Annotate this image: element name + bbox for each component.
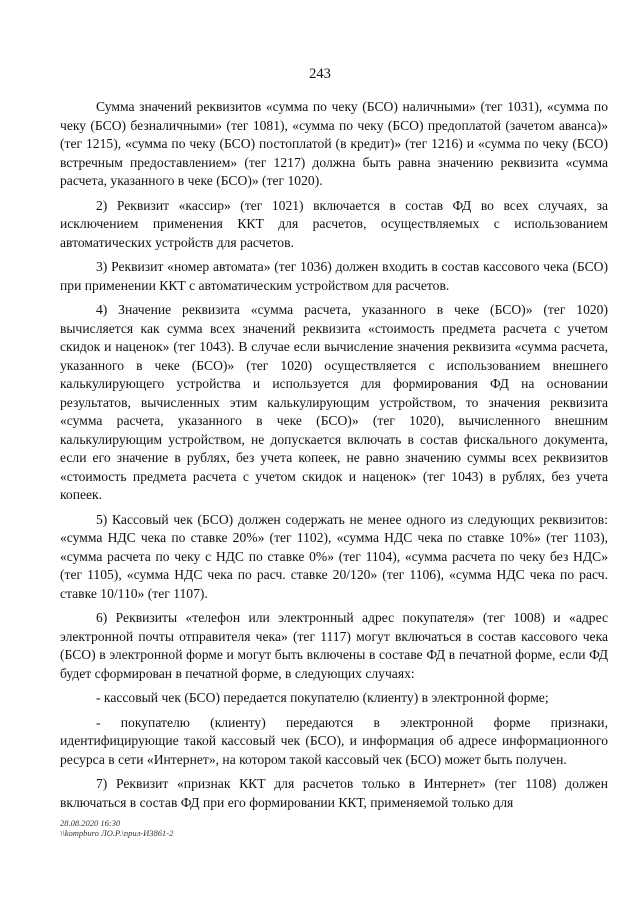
paragraph-item-5-vat: 5) Кассовый чек (БСО) должен содержать не менее одного из следующих реквизитов: «сумма НДС чека по ставке 20%» (тег 1102), «сумма НДС чека по ставке 10%» (тег 1103), «сумма расчета по чеку с НДС по ставке 0%» (тег 1104), «сумма расчета по чеку без НДС» (тег 1105), «сумма НДС чека по расч. ставке 20/120» (тег 1106), «сумма НДС чека по расч. ставке 10/110» (тег 1107). <box>60 511 608 601</box>
page-number: 243 <box>309 66 331 82</box>
footer-stamp <box>60 818 173 838</box>
paragraph-item-4-calculation-sum: 4) Значение реквизита «сумма расчета, указанного в чеке (БСО)» (тег 1020) вычисляется как сумма всех значений реквизита «стоимость предмета расчета с учетом скидок и наценок» (тег 1043). В случае если вычисление значения реквизита «сумма расчета, указанного в чеке (БСО)» (тег 1020) осуществляется с использованием внешнего калькулирующего устройства и используется для формирования ФД на основании результатов, вычисленных этим калькулирующим устройством, то значения реквизита «сумма расчета, указанного в чеке (БСО)» (тег 1020), вычисленного внешним калькулирующим устройством, не допускается включать в состав фискального документа, если его значение в рублях, без учета копеек, не равно значению суммы всех реквизитов «стоимость предмета расчета с учетом скидок и наценок» (тег 1043) в рублях, без учета копеек. <box>60 302 608 502</box>
footer-document-reference: \\kompburo ЛО.Р.\прил-И3861-2 <box>60 828 174 838</box>
paragraph-sum-requisites: Сумма значений реквизитов «сумма по чеку (БСО) наличными» (тег 1031), «сумма по чеку (БСО) безналичными» (тег 1081), «сумма по чеку (БСО) предоплатой (зачетом аванса)» (тег 1215), «сумма по чеку (БСО) постоплатой (в кредит)» (тег 1216) и «сумма по чеку (БСО) встречным предоставлением» (тег 1217) должна быть равна значению реквизита «сумма расчета, указанного в чеке (БСО)» (тег 1020). <box>60 99 608 188</box>
paragraph-list-item-electronic-form: - кассовый чек (БСО) передается покупателю (клиенту) в электронной форме; <box>96 690 549 705</box>
footer-timestamp: 28.08.2020 16:30 <box>60 818 121 828</box>
paragraph-list-item-identifying-attributes: - покупателю (клиенту) передаются в электронной форме признаки, идентифицирующие такой кассовый чек (БСО), и информация об адресе информационного ресурса в сети «Интернет», на котором такой кассовый чек (БСО) может быть получен. <box>60 714 608 767</box>
paragraph-item-2-cashier: 2) Реквизит «кассир» (тег 1021) включается в состав ФД во всех случаях, за исключением применения ККТ для расчетов, осуществляемых с использованием автоматических устройств для расчетов. <box>60 197 608 250</box>
paragraph-item-6-buyer-contact: 6) Реквизиты «телефон или электронный адрес покупателя» (тег 1008) и «адрес электронной почты отправителя чека» (тег 1117) могут включаться в состав кассового чека (БСО) в электронной форме и могут быть включены в составе ФД в печатной форме, если ФД будет сформирован в печатной форме, в следующих случаях: <box>60 610 608 681</box>
paragraph-item-3-machine-number: 3) Реквизит «номер автомата» (тег 1036) должен входить в состав кассового чека (БСО) при применении ККТ с автоматическим устройством для расчетов. <box>60 259 608 293</box>
paragraph-item-7-internet-only: 7) Реквизит «признак ККТ для расчетов только в Интернет» (тег 1108) должен включаться в состав ФД при его формировании ККТ, применяемой только для <box>60 776 608 810</box>
document-body <box>60 98 608 818</box>
